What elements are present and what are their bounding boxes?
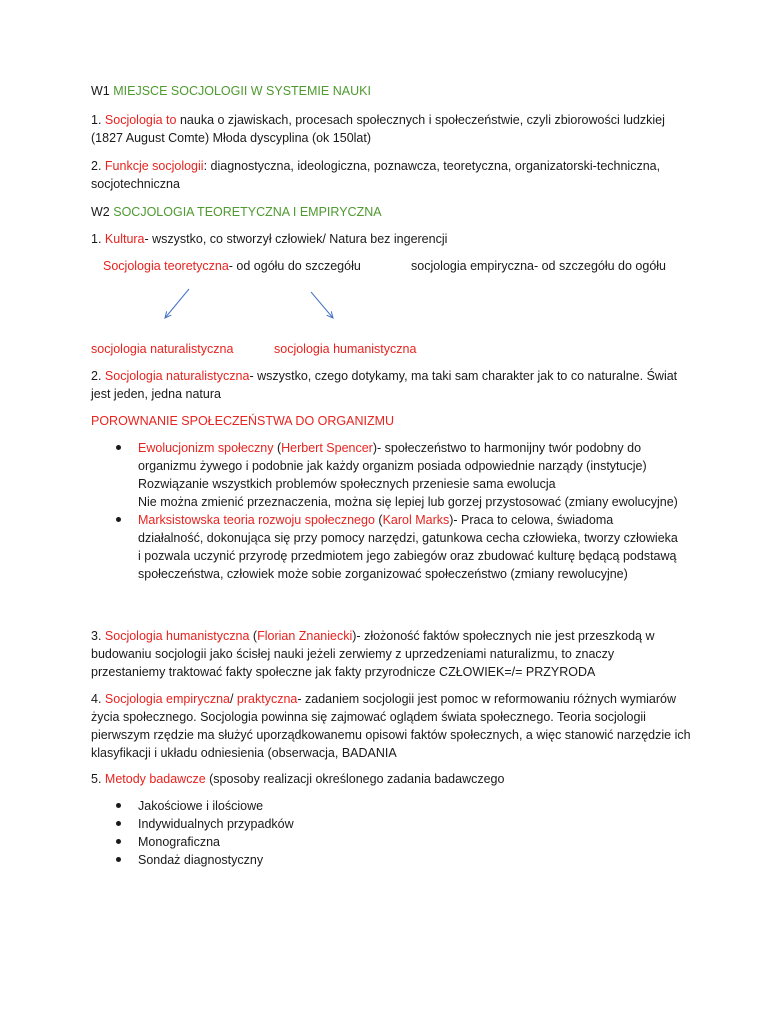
arrow-to-naturalistic <box>165 289 189 318</box>
paragraph-text: )- złożoność faktów społecznych nie jest przeszkodą w budowaniu socjologii jako ścisłej nauki jeżeli zerwiemy z uprzedzeniami naturalizmu, to znaczy przestaniemy traktować fakty społeczne jak fakty przyrodnicze CZŁOWIEK=/= PRZYRODA <box>91 629 655 679</box>
item-text: Nie można zmienić przeznaczenia, można się lepiej lub gorzej przystosować (zmiany ewolucyjne) <box>138 495 678 509</box>
lecture-code: W2 <box>91 205 114 219</box>
item-number: 2. <box>91 369 105 383</box>
methods-list <box>91 797 681 869</box>
diagram-branch-naturalistic: socjologia naturalistyczna <box>91 342 234 356</box>
term: Metody badawcze <box>104 772 206 786</box>
paragraph-text: (sposoby realizacji określonego zadania badawczego <box>205 772 505 786</box>
section-heading-organism: POROWNANIE SPOŁECZEŃSTWA DO ORGANIZMU <box>91 414 395 428</box>
paragraph-text: nauka o zjawiskach, procesach społecznych i społeczeństwie, czyli zbiorowości ludzkiej (1827 August Comte) Młoda dyscyplina (ok 150lat) <box>91 113 665 145</box>
paragraph-text: : diagnostyczna, ideologiczna, poznawcza, teoretyczna, organizatorski-techniczna, socjotechniczna <box>91 159 661 191</box>
lecture-title: SOCJOLOGIA TEORETYCZNA I EMPIRYCZNA <box>113 205 382 219</box>
diagram-text: - od ogółu do szczegółu <box>228 259 361 273</box>
paragraph-humanistic <box>91 627 691 681</box>
lecture-code: W1 <box>91 84 114 98</box>
paragraph-text: - wszystko, czego dotykamy, ma taki sam charakter jak to co naturalne. Świat jest jeden, jedna natura <box>91 369 678 401</box>
paragraph-text: - zadaniem socjologii jest pomoc w reformowaniu różnych wymiarów życia społecznego. Socjologia powinna się zajmować oglądem świata społecznego. Teoria socjologii pierwszym rzędzie ma służyć uporządkowanemu opisowi faktów społecznych, a więc stanowić narzędzie ich klasyfikacji i układu odniesienia (obserwacja, BADANIA <box>91 692 691 760</box>
item-number: 1. <box>91 113 105 127</box>
paren: ( <box>374 513 383 527</box>
diagram-branch-humanistic: socjologia humanistyczna <box>274 342 417 356</box>
item-text: )- społeczeństwo to harmonijny twór podobny do organizmu żywego i podobnie jak każdy organizm posiada odpowiednie narządy (instytucje) <box>138 441 647 473</box>
term: Socjologia to <box>104 113 177 127</box>
term: Socjologia humanistyczna <box>104 629 250 643</box>
term: praktyczna <box>236 692 298 706</box>
term: Socjologia naturalistyczna <box>104 369 250 383</box>
item-number: 4. <box>91 692 105 706</box>
lecture-title: MIEJSCE SOCJOLOGII W SYSTEMIE NAUKI <box>113 84 371 98</box>
term: Socjologia empiryczna <box>104 692 230 706</box>
diagram-text: socjologia empiryczna- od szczegółu do ogółu <box>411 259 667 273</box>
paragraph-text: - wszystko, co stworzył człowiek/ Natura bez ingerencji <box>144 232 448 246</box>
organism-theories-list <box>91 439 681 583</box>
list-item-method: Jakościowe i ilościowe <box>91 797 681 815</box>
item-text: )- Praca to celowa, świadoma działalność, dokonująca się przy pomocy narzędzi, gatunkowa cecha człowieka, tworzy człowieka i pozwala uczynić przyrodę przedmiotem jego zabiegów oraz zbudować kulturę będącą podstawą społeczeństwa, człowiek może sobie zorganizować społeczeństwo (zmiany rewolucyjne) <box>138 513 678 581</box>
separator: / <box>229 692 237 706</box>
item-number: 5. <box>91 772 105 786</box>
person-name: Karol Marks <box>382 513 450 527</box>
paragraph-naturalistic <box>91 367 691 403</box>
term: Socjologia teoretyczna <box>103 259 229 273</box>
person-name: Herbert Spencer <box>281 441 373 455</box>
item-text: Rozwiązanie wszystkich problemów społecznych przeniesie sama ewolucja <box>138 477 556 491</box>
item-number: 2. <box>91 159 105 173</box>
paragraph-empirical <box>91 690 691 762</box>
paragraph-methods <box>91 770 691 788</box>
person-name: Florian Znaniecki <box>257 629 353 643</box>
term: Kultura <box>104 232 145 246</box>
paren: ( <box>273 441 282 455</box>
item-number: 3. <box>91 629 105 643</box>
item-number: 1. <box>91 232 105 246</box>
list-item-marxist <box>91 511 681 583</box>
term: Funkcje socjologii <box>104 159 204 173</box>
paren: ( <box>249 629 258 643</box>
list-item-method: Monograficzna <box>91 833 681 851</box>
arrow-to-humanistic <box>311 292 333 318</box>
list-item-evolutionism <box>91 439 681 511</box>
term: Ewolucjonizm społeczny <box>138 441 274 455</box>
list-item-method: Sondaż diagnostyczny <box>91 851 681 869</box>
term: Marksistowska teoria rozwoju społecznego <box>138 513 375 527</box>
list-item-method: Indywidualnych przypadków <box>91 815 681 833</box>
